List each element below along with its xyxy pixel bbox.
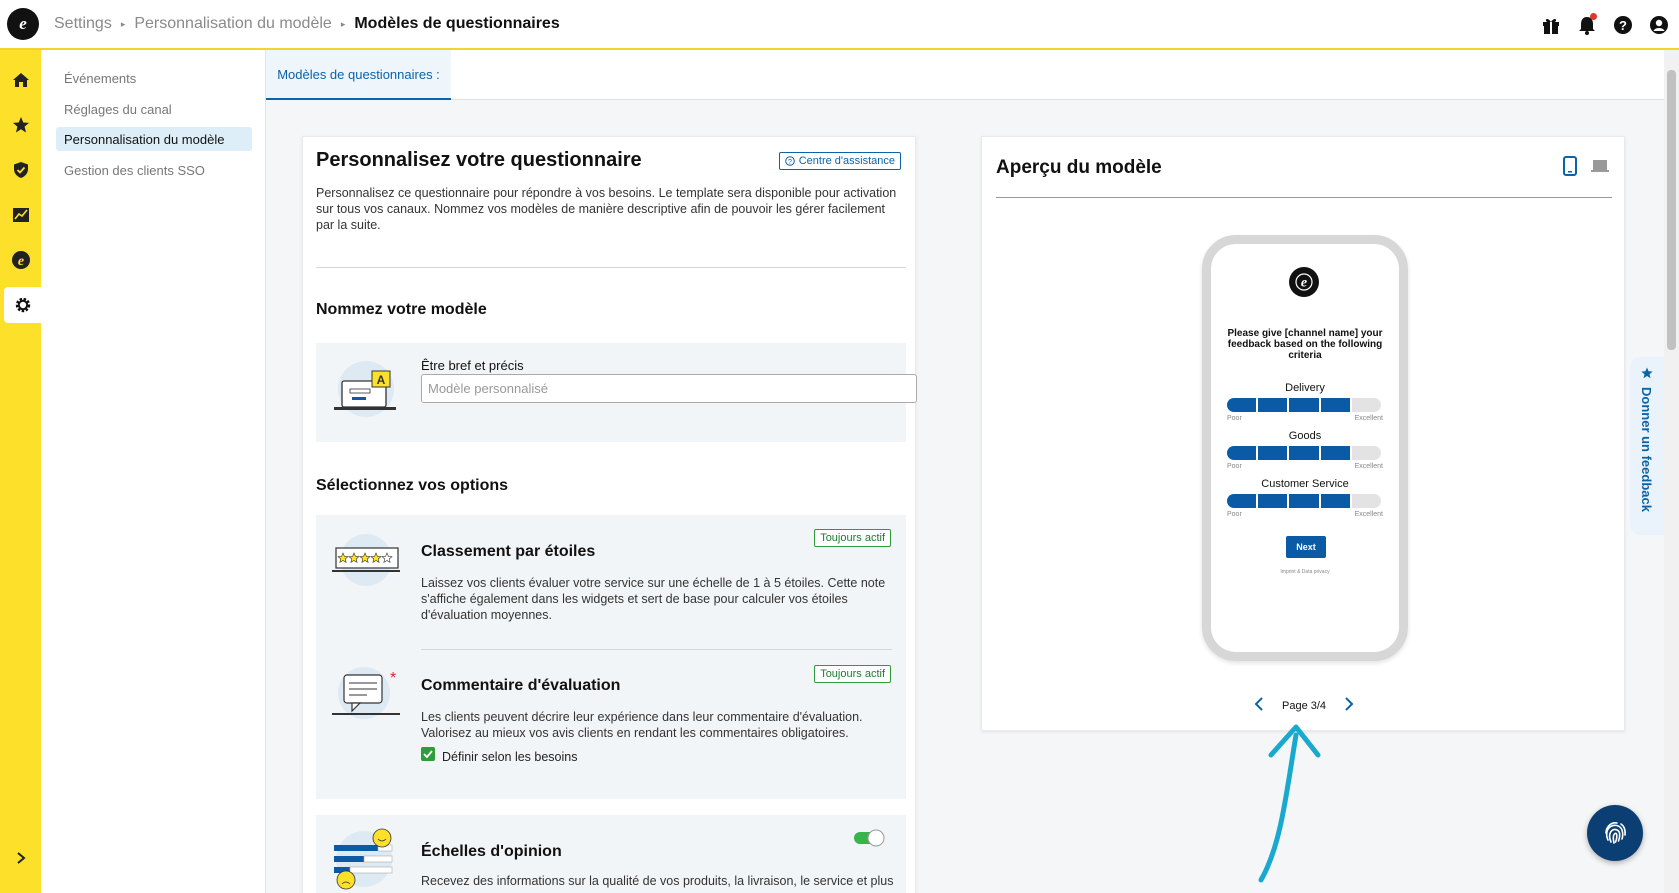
svg-text:A: A [376,373,386,387]
page-title: Modèles de questionnaires [354,15,560,32]
star-rating-title: Classement par étoiles [421,543,596,560]
template-preview-card [981,136,1625,731]
criterion-label: Goods [1288,430,1322,442]
breadcrumb-separator: ▸ [120,18,126,29]
rating-segment[interactable] [1258,446,1287,460]
svg-text:e: e [19,14,27,33]
top-header [0,0,1679,50]
subnav-item-sso-clients[interactable]: Gestion des clients SSO [64,163,205,178]
tabs-bar [266,50,1664,100]
brand-logo [1289,267,1319,297]
imprint-link[interactable]: Imprint & Data privacy [1280,569,1330,575]
rating-bar[interactable] [1227,446,1381,460]
help-circle-icon [785,156,795,166]
scale-low-label: Poor [1227,511,1242,518]
svg-text:?: ? [1619,18,1627,33]
always-active-badge: Toujours actif [814,665,891,683]
laptop-illustration-icon [330,359,400,422]
left-rail [0,50,41,893]
breadcrumb-settings[interactable]: Settings [54,15,112,32]
template-name-input[interactable] [421,374,917,403]
form-title: Personnalisez votre questionnaire [316,149,642,171]
gift-icon[interactable] [1539,13,1563,37]
review-comment-title: Commentaire d'évaluation [421,677,621,694]
rating-segment[interactable] [1289,398,1318,412]
rating-segment[interactable] [1352,494,1381,508]
options-section-title: Sélectionnez vos options [316,477,509,494]
rating-segment[interactable] [1227,398,1256,412]
divider [316,267,906,268]
comment-illustration-icon [330,665,402,726]
preview-title: Aperçu du modèle [996,157,1162,178]
svg-text:?: ? [787,158,792,166]
subnav-item-template-customization[interactable]: Personnalisation du modèle [56,127,252,151]
scale-high-label: Excellent [1354,415,1383,422]
always-active-badge: Toujours actif [814,529,891,547]
opinion-scales-title: Échelles d'opinion [421,843,562,860]
svg-text:*: * [390,670,397,687]
opinion-scales-toggle[interactable] [854,829,886,847]
checkbox-checked-icon[interactable] [421,747,435,766]
rating-segment[interactable] [1227,494,1256,508]
bell-icon[interactable] [1575,13,1599,37]
scale-low-label: Poor [1227,415,1242,422]
opinion-scales-desc: Recevez des informations sur la qualité de vos produits, la livraison, le service et plus [421,874,894,888]
annotation-arrow-icon [1256,715,1346,885]
phone-preview [1202,235,1408,661]
breadcrumb-template-customization[interactable]: Personnalisation du modèle [134,15,332,32]
rating-segment[interactable] [1258,398,1287,412]
tab-questionnaire-templates[interactable]: Modèles de questionnaires : [266,50,451,100]
feedback-tab[interactable] [1630,357,1664,535]
page-indicator: Page 3/4 [1282,699,1327,712]
breadcrumb [54,15,560,33]
divider [421,649,892,650]
criterion-label: Delivery [1285,382,1325,394]
rating-segment[interactable] [1321,446,1350,460]
laptop-icon[interactable] [1590,156,1610,181]
chart-icon[interactable] [0,197,41,233]
shield-icon[interactable] [0,152,41,188]
template-name-label: Être bref et précis [421,358,524,373]
star-rating-illustration-icon [330,532,402,591]
rating-bar[interactable] [1227,398,1381,412]
scale-low-label: Poor [1227,463,1242,470]
required-comment-label: Définir selon les besoins [442,749,578,764]
subnav-item-channel-settings[interactable]: Réglages du canal [64,102,172,117]
star-rating-desc: Laissez vos clients évaluer votre service sur une échelle de 1 à 5 étoiles. Cette note s'affiche également dans les widgets et sert de base pour calculer vos étoiles d'évaluation moyennes. [421,576,886,622]
star-icon[interactable] [0,107,41,143]
rating-segment[interactable] [1289,446,1318,460]
help-icon[interactable] [1611,13,1635,37]
help-center-link[interactable] [779,152,901,170]
svg-text:e: e [17,254,24,269]
rating-segment[interactable] [1321,494,1350,508]
settings-subnav [41,50,266,893]
name-section-title: Nommez votre modèle [316,301,487,318]
criterion-label: Customer Service [1261,478,1349,490]
next-button[interactable]: Next [1286,536,1326,558]
rating-segment[interactable] [1352,446,1381,460]
chevron-right-icon[interactable] [1344,697,1354,714]
svg-text:e: e [1300,275,1308,291]
rating-bar[interactable] [1227,494,1381,508]
fingerprint-fab-button[interactable] [1587,805,1643,861]
rating-segment[interactable] [1321,398,1350,412]
divider [996,197,1612,198]
rating-segment[interactable] [1258,494,1287,508]
expand-chevron-icon[interactable] [0,840,41,876]
questionnaire-form-card [302,136,916,893]
brand-e-icon[interactable] [0,242,41,278]
opinion-scales-panel [316,815,906,893]
breadcrumb-separator: ▸ [340,18,346,29]
required-comment-checkbox-row[interactable] [421,747,578,766]
form-intro: Personnalisez ce questionnaire pour répondre à vos besoins. Le template sera disponible pour activation sur tous vos canaux. Nommez vos modèles de manière descriptive afin de pouvoir les gérer facilement par la suite. [316,186,897,232]
fingerprint-icon [1600,818,1630,848]
review-comment-desc: Les clients peuvent décrire leur expérience dans leur commentaire d'évaluation. Valorisez au mieux vos avis clients en rendant les commentaires obligatoires. [421,710,863,740]
main-content [266,50,1664,893]
rating-segment[interactable] [1227,446,1256,460]
home-icon[interactable] [0,62,41,98]
chevron-left-icon[interactable] [1254,697,1264,714]
preview-question: Please give [channel name] your feedback based on the following criteria [1227,328,1383,361]
scrollbar-thumb[interactable] [1667,70,1676,350]
notification-dot [1590,13,1597,20]
name-panel [316,343,906,442]
rating-segment[interactable] [1289,494,1318,508]
feedback-tab-label: Donner un feedback [1639,387,1654,512]
opinion-scales-illustration-icon [330,825,402,893]
brand-logo[interactable] [7,8,39,40]
user-icon[interactable] [1647,13,1671,37]
help-center-label: Centre d'assistance [798,155,895,167]
rating-segment[interactable] [1352,398,1381,412]
scale-high-label: Excellent [1354,463,1383,470]
subnav-item-events[interactable]: Événements [64,71,137,86]
gear-icon[interactable] [4,287,41,323]
options-panel [316,515,906,799]
star-icon [1641,367,1653,379]
mobile-icon[interactable] [1562,156,1578,181]
page-scrollbar[interactable] [1664,50,1679,893]
scale-high-label: Excellent [1354,511,1383,518]
preview-pager [1254,697,1354,714]
